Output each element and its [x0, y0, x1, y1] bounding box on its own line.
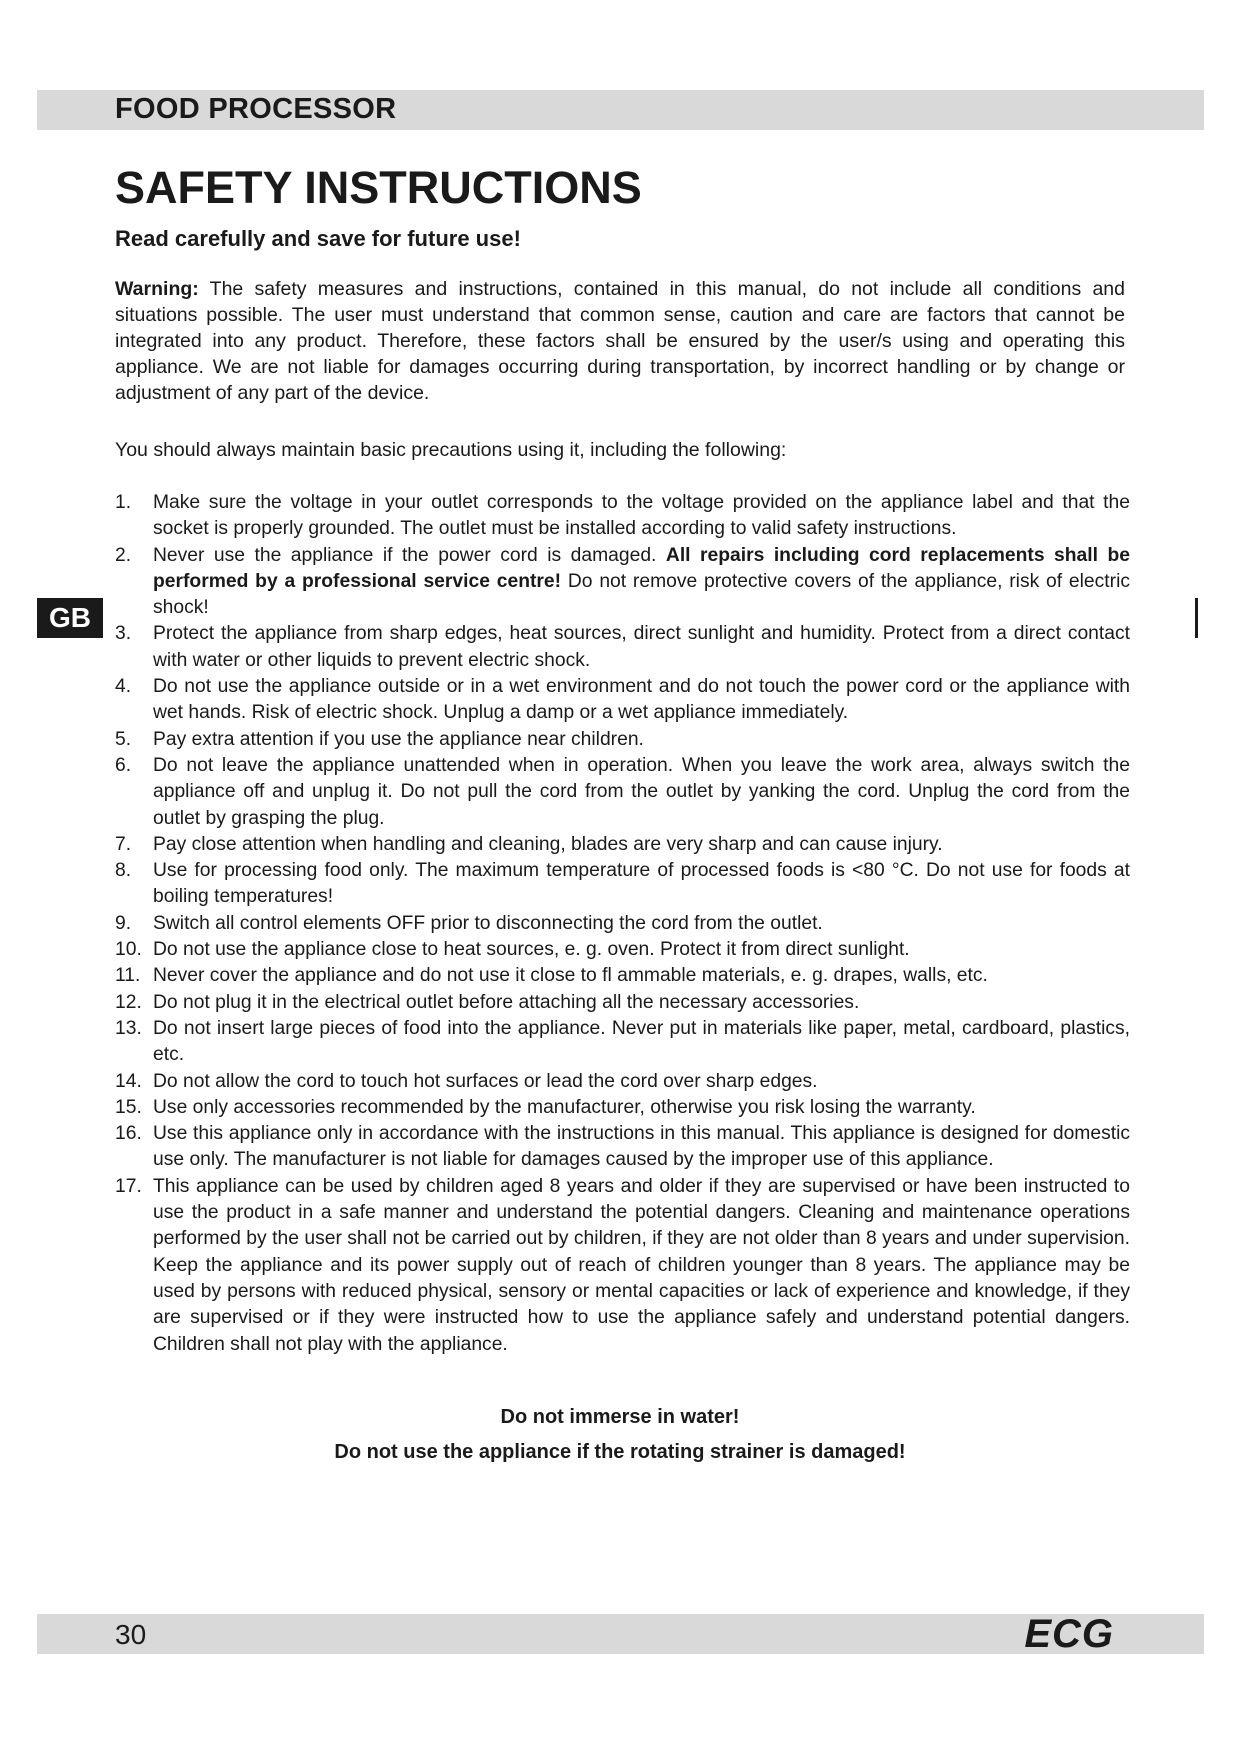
rule-number: 2.	[115, 544, 132, 566]
rule-number: 4.	[115, 676, 132, 698]
rule-number: 6.	[115, 754, 132, 776]
safety-rule-item	[115, 1016, 1130, 1069]
safety-rule-item	[115, 543, 1130, 622]
closing-warning-immerse: Do not immerse in water!	[500, 1406, 740, 1428]
rule-number: 8.	[115, 860, 132, 882]
rule-text: Pay close attention when handling and cleaning, blades are very sharp and can cause injury.	[153, 833, 943, 855]
page-number: 30	[115, 1619, 147, 1650]
rule-text: Do not plug it in the electrical outlet before attaching all the necessary accessories.	[153, 991, 860, 1013]
rule-text: Do not allow the cord to touch hot surfaces or lead the cord over sharp edges.	[153, 1070, 818, 1092]
rule-number: 15.	[115, 1096, 142, 1118]
brand-logo: ECG	[1024, 1612, 1114, 1656]
rule-text: Do not insert large pieces of food into the appliance. Never put in materials like paper, metal, cardboard, plastics, etc.	[153, 1017, 1130, 1066]
rule-text: Pay extra attention if you use the appliance near children.	[153, 728, 644, 750]
safety-rule-item	[115, 1121, 1130, 1174]
rule-text: Use this appliance only in accordance with the instructions in this manual. This appliance is designed for domestic use only. The manufacturer is not liable for damages caused by the improper use of this appliance.	[153, 1123, 1130, 1171]
rule-number: 9.	[115, 912, 132, 934]
safety-rule-item	[115, 621, 1130, 674]
safety-rule-item	[115, 937, 1130, 963]
language-badge: GB	[37, 598, 103, 638]
safety-rule-item	[115, 1095, 1130, 1121]
intro-paragraph: You should always maintain basic precautions using it, including the following:	[115, 439, 787, 461]
rule-emphasis: All repairs including cord replacements shall be performed by a professional service centre!	[153, 544, 1130, 592]
page-subtitle: Read carefully and save for future use!	[115, 226, 521, 251]
safety-rule-item	[115, 963, 1130, 989]
rule-text: Use for processing food only. The maximum temperature of processed foods is <80 °C. Do not use for foods at boiling temperatures!	[153, 860, 1130, 908]
rule-text: Do not use the appliance outside or in a wet environment and do not touch the power cord or the appliance with wet hands. Risk of electric shock. Unplug a damp or a wet appliance immediately.	[153, 676, 1130, 724]
rule-number: 12.	[115, 991, 142, 1013]
rule-number: 14.	[115, 1070, 142, 1092]
rule-number: 13.	[115, 1017, 142, 1039]
warning-paragraph	[115, 276, 1125, 406]
rule-number: 1.	[115, 492, 132, 513]
safety-rule-item	[115, 911, 1130, 937]
rule-number: 17.	[115, 1175, 142, 1197]
page-title: SAFETY INSTRUCTIONS	[115, 162, 642, 213]
safety-rule-item	[115, 858, 1130, 911]
footer-bar	[37, 1614, 1204, 1654]
rule-number: 11.	[115, 965, 141, 987]
rule-text: Do not use the appliance close to heat sources, e. g. oven. Protect it from direct sunlight.	[153, 939, 910, 961]
safety-rule-item	[115, 727, 1130, 753]
safety-rule-item	[115, 832, 1130, 858]
rule-text: Make sure the voltage in your outlet corresponds to the voltage provided on the appliance label and that the socket is properly grounded. The outlet must be installed according to valid safety instructions.	[153, 492, 1130, 540]
rule-text: This appliance can be used by children aged 8 years and older if they are supervised or have been instructed to use the product in a safe manner and understand the potential dangers. Cleaning and maintenance operations performed by the user shall not be carried out by children, if they are not older than 8 years and under supervision. Keep the appliance and its power supply out of reach of children younger than 8 years. The appliance may be used by persons with reduced physical, sensory or mental capacities or lack of experience and knowledge, if they are supervised or if they were instructed how to use the appliance safely and understand potential dangers. Children shall not play with the appliance.	[153, 1175, 1130, 1355]
header-bar	[37, 90, 1204, 130]
rule-text: Do not leave the appliance unattended when in operation. When you leave the work area, always switch the appliance off and unplug it. Do not pull the cord from the outlet by yanking the cord. Unplug the cord from the outlet by grasping the plug.	[153, 754, 1130, 829]
safety-rule-item	[115, 490, 1130, 543]
warning-text: The safety measures and instructions, contained in this manual, do not include all conditions and situations possible. The user must understand that common sense, caution and care are factors that cannot be integrated into any product. Therefore, these factors shall be ensured by the user/s using and operating this appliance. We are not liable for damages occurring during transportation, by incorrect handling or by change or adjustment of any part of the device.	[115, 278, 1125, 404]
safety-rule-item	[115, 1174, 1130, 1358]
rule-number: 10.	[115, 939, 142, 961]
rule-number: 16.	[115, 1123, 142, 1145]
safety-rule-item	[115, 1069, 1130, 1095]
rule-number: 5.	[115, 728, 132, 750]
safety-rule-item	[115, 753, 1130, 832]
rule-text: Switch all control elements OFF prior to disconnecting the cord from the outlet.	[153, 912, 823, 934]
rule-number: 7.	[115, 833, 132, 855]
rule-text: Use only accessories recommended by the manufacturer, otherwise you risk losing the warranty.	[153, 1096, 976, 1118]
safety-rule-list	[115, 490, 1130, 1358]
warning-label: Warning:	[115, 278, 199, 300]
margin-marker	[1195, 598, 1198, 638]
header-title: FOOD PROCESSOR	[115, 93, 397, 125]
rule-text: Never use the appliance if the power cord is damaged.	[153, 544, 666, 566]
rule-number: 3.	[115, 623, 132, 645]
safety-rule-item	[115, 990, 1130, 1016]
rule-text: Never cover the appliance and do not use it close to fl ammable materials, e. g. drapes, walls, etc.	[153, 965, 988, 987]
rule-text-continued: Do not remove protective covers of the appliance, risk of electric shock!	[153, 570, 1131, 619]
rule-text: Protect the appliance from sharp edges, heat sources, direct sunlight and humidity. Protect from a direct contact with water or other liquids to prevent electric shock.	[153, 623, 1130, 671]
closing-warning-strainer: Do not use the appliance if the rotating strainer is damaged!	[334, 1441, 906, 1463]
safety-rule-item	[115, 674, 1130, 727]
